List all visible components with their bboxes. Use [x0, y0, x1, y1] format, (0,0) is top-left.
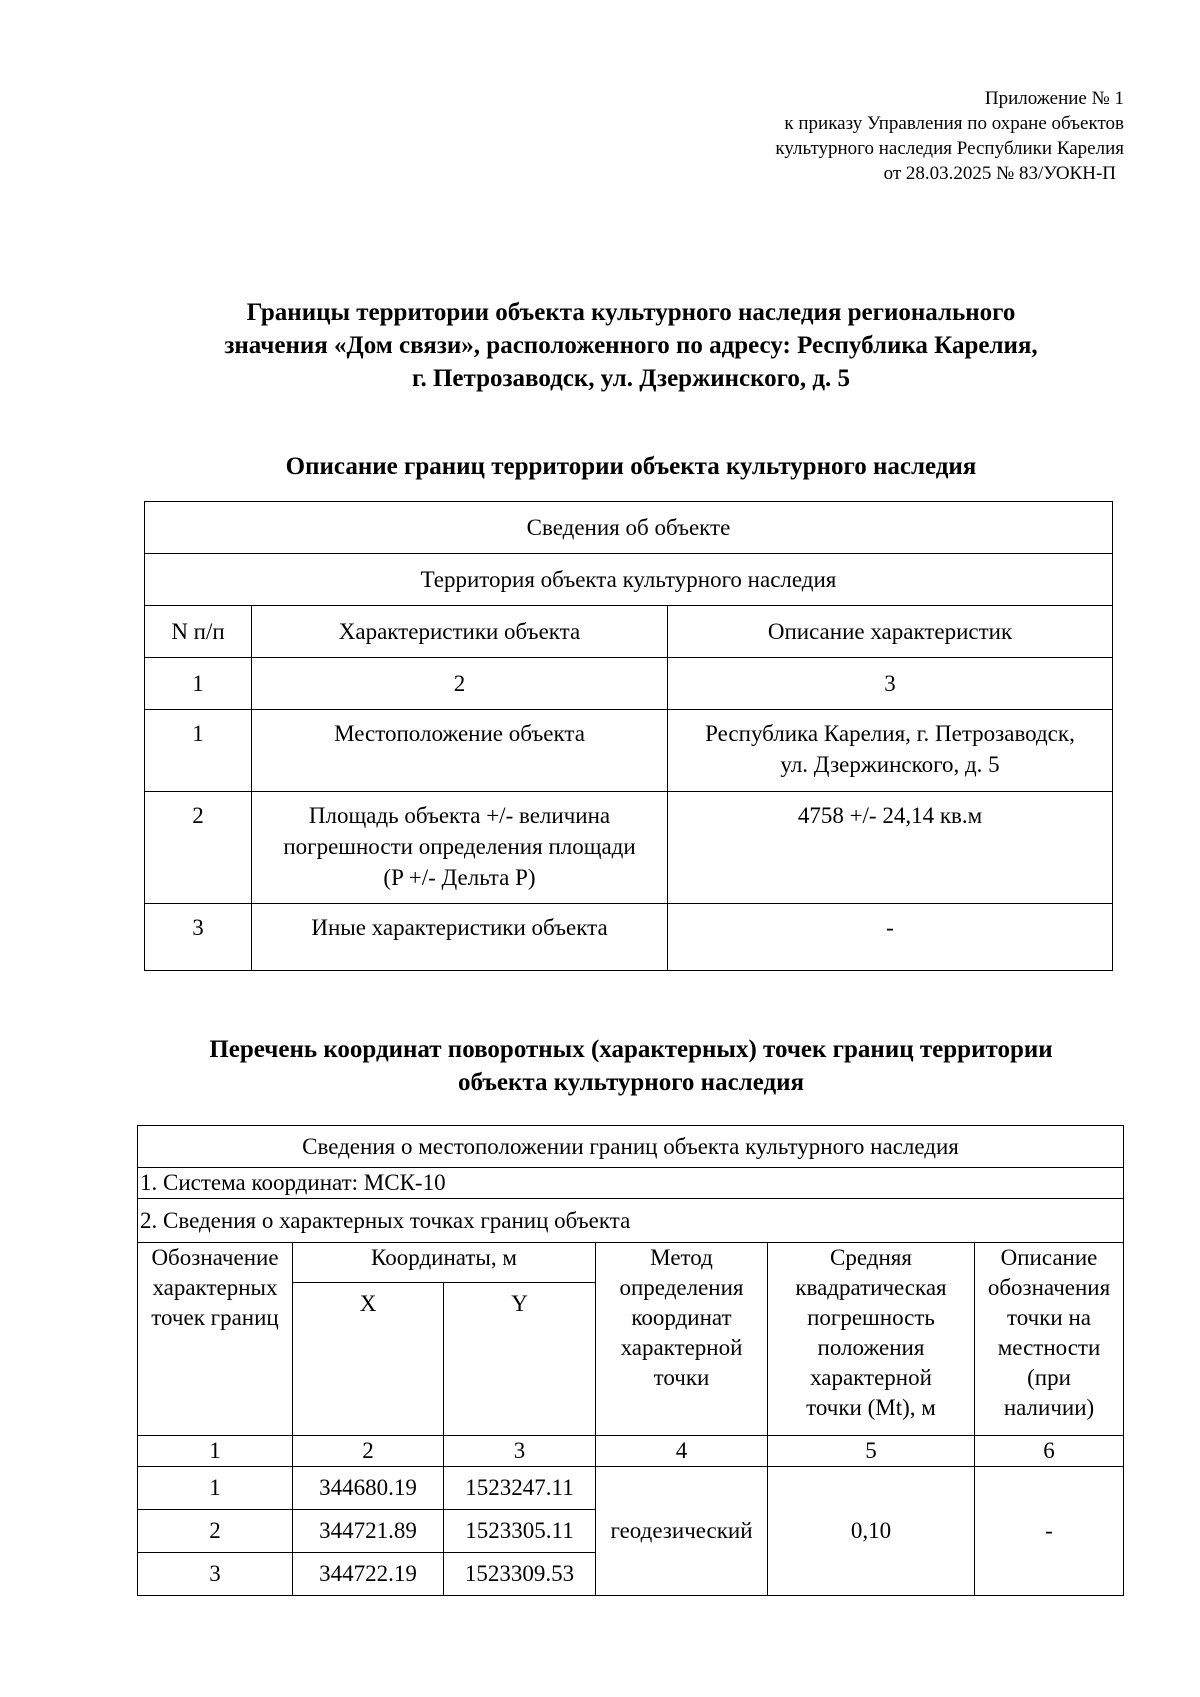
- description-line: ул. Дзержинского, д. 5: [780, 752, 1000, 777]
- column-number: 2: [252, 658, 668, 710]
- header-line: характерной: [810, 1365, 932, 1390]
- table-subheader: Территория объекта культурного наследия: [145, 554, 1113, 606]
- column-number: 3: [668, 658, 1113, 710]
- table-row: [145, 710, 1113, 792]
- column-header-error: [768, 1243, 975, 1436]
- column-number: 6: [975, 1436, 1124, 1467]
- appendix-line: культурного наследия Республики Карелия: [775, 138, 1124, 159]
- points-header: 2. Сведения о характерных точках границ объекта: [138, 1199, 1124, 1243]
- header-line: Средняя: [830, 1245, 912, 1270]
- column-header: Описание характеристик: [668, 606, 1113, 658]
- characteristic-line: погрешности определения площади: [283, 834, 636, 859]
- coordinate-system: 1. Система координат: МСК-10: [138, 1168, 1124, 1199]
- row-characteristic: [252, 792, 668, 904]
- title-line: Границы территории объекта культурного наследия регионального: [246, 299, 1016, 326]
- section1-title-text: Описание границ территории объекта культурного наследия: [285, 453, 977, 480]
- column-header: N п/п: [145, 606, 252, 658]
- column-number: 5: [768, 1436, 975, 1467]
- section2-title-line: Перечень координат поворотных (характерных) точек границ территории: [209, 1036, 1053, 1063]
- row-description: 4758 +/- 24,14 кв.м: [668, 792, 1113, 904]
- description-line: Республика Карелия, г. Петрозаводск,: [705, 721, 1075, 746]
- table-row: [138, 1467, 1124, 1510]
- header-line: квадратическая: [795, 1275, 947, 1300]
- point-x: 344721.89: [293, 1510, 444, 1553]
- header-line: обозначения: [987, 1275, 1111, 1300]
- row-characteristic: Местоположение объекта: [252, 710, 668, 792]
- row-description: -: [668, 904, 1113, 971]
- title-line: г. Петрозаводск, ул. Дзержинского, д. 5: [411, 365, 851, 392]
- appendix-line: Приложение № 1: [984, 88, 1124, 109]
- table-header: Сведения о местоположении границ объекта культурного наследия: [138, 1126, 1124, 1168]
- row-number: 2: [145, 792, 252, 904]
- appendix-line: от 28.03.2025 № 83/УОКН-П: [883, 163, 1116, 184]
- point-id: 2: [138, 1510, 293, 1553]
- point-y: 1523309.53: [444, 1553, 596, 1596]
- column-header: Характеристики объекта: [252, 606, 668, 658]
- appendix-line: к приказу Управления по охране объектов: [784, 113, 1124, 134]
- header-line: наличии): [1003, 1395, 1095, 1420]
- point-x: 344722.19: [293, 1553, 444, 1596]
- method-value: геодезический: [596, 1467, 768, 1596]
- header-line: положения: [817, 1335, 925, 1360]
- column-header-method: [596, 1243, 768, 1436]
- column-header-description: [975, 1243, 1124, 1436]
- row-number: 3: [145, 904, 252, 971]
- column-number: 3: [444, 1436, 596, 1467]
- header-line: точки на: [1007, 1305, 1091, 1330]
- section2-title: [0, 1033, 1200, 1099]
- column-number: 4: [596, 1436, 768, 1467]
- column-header-coordinates: Координаты, м: [293, 1243, 596, 1283]
- header-line: (при: [1027, 1365, 1071, 1390]
- column-header-x: X: [293, 1283, 444, 1436]
- point-x: 344680.19: [293, 1467, 444, 1510]
- table-row: [145, 792, 1113, 904]
- header-line: точки (Mt), м: [806, 1395, 936, 1420]
- section1-title: [0, 450, 1200, 483]
- table-header: Сведения об объекте: [145, 502, 1113, 554]
- row-characteristic: Иные характеристики объекта: [252, 904, 668, 971]
- column-number: 2: [293, 1436, 444, 1467]
- section2-title-line: объекта культурного наследия: [457, 1069, 805, 1096]
- column-number: 1: [138, 1436, 293, 1467]
- appendix-note: [775, 86, 1124, 186]
- header-line: точки: [653, 1365, 710, 1390]
- column-header-point-id: [138, 1243, 293, 1436]
- table-row: [145, 904, 1113, 971]
- header-line: определения: [619, 1275, 744, 1300]
- characteristic-line: (P +/- Дельта P): [383, 865, 536, 890]
- header-line: Обозначение: [151, 1245, 279, 1270]
- document-title: [0, 296, 1200, 395]
- header-line: точек границ: [151, 1305, 279, 1330]
- row-number: 1: [145, 710, 252, 792]
- header-line: Описание: [1000, 1245, 1098, 1270]
- header-line: погрешность: [807, 1305, 935, 1330]
- row-description: [668, 710, 1113, 792]
- point-id: 3: [138, 1553, 293, 1596]
- header-line: характерной: [620, 1335, 743, 1360]
- coordinates-table: [137, 1125, 1124, 1596]
- error-value: 0,10: [768, 1467, 975, 1596]
- point-y: 1523247.11: [444, 1467, 596, 1510]
- point-id: 1: [138, 1467, 293, 1510]
- header-line: Метод: [650, 1245, 713, 1270]
- header-line: характерных: [152, 1275, 278, 1300]
- characteristic-line: Площадь объекта +/- величина: [308, 803, 611, 828]
- column-header-y: Y: [444, 1283, 596, 1436]
- header-line: координат: [631, 1305, 732, 1330]
- object-info-table: [144, 501, 1113, 971]
- column-number: 1: [145, 658, 252, 710]
- header-line: местности: [997, 1335, 1101, 1360]
- title-line: значения «Дом связи», расположенного по адресу: Республика Карелия,: [224, 332, 1038, 359]
- point-y: 1523305.11: [444, 1510, 596, 1553]
- point-description: -: [975, 1467, 1124, 1596]
